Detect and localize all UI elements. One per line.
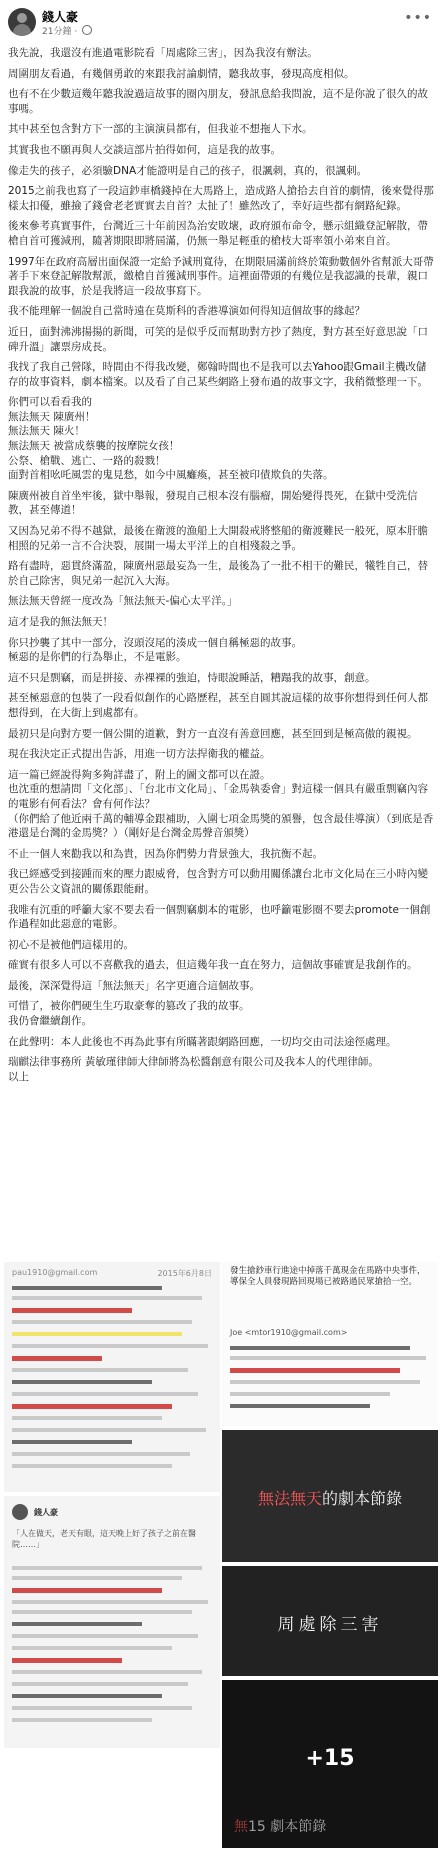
document-screenshot-1[interactable] [4, 1262, 220, 1492]
script-excerpt-card-1[interactable] [222, 1430, 438, 1562]
more-options-icon[interactable]: ••• [404, 10, 432, 26]
doc1-line [12, 1440, 132, 1444]
doc3-line [12, 1646, 172, 1650]
post-media-grid[interactable] [0, 1262, 442, 1856]
doc1-red-line [12, 1356, 102, 1361]
doc1-highlight-line [12, 1332, 182, 1336]
post-paragraph: 我找了我自己營隊，時間由不得我改變，鄭翰時間也不是我可以去Yahoo跟Gmail主機改儲存的故事資料，劇本檔案。以及看了自己某些網路上發布過的故事文字，我稍微整理一下。 [8, 361, 428, 388]
doc2-author: Joe <mtor1910@gmail.com> [230, 1328, 348, 1337]
doc3-red-line [12, 1588, 162, 1593]
document-screenshot-2[interactable] [222, 1262, 438, 1426]
post-paragraph: 周圍朋友看過，有幾個勇敢的來跟我討論劇情，聽我故事，發現高度相似。 [8, 67, 355, 80]
card1-red-text: 無法無天 [257, 1489, 322, 1508]
doc1-red-line [12, 1404, 172, 1409]
post-paragraph: 你只抄襲了其中一部分，沒頭沒尾的湊成一個自稱極惡的故事。 極惡的是你們的行為舉止，不是電影。 [8, 636, 302, 664]
doc3-line [12, 1610, 192, 1614]
post-paragraph: 我先說，我還沒有進過電影院看「周處除三害」，因為我沒有辦法。 [8, 47, 318, 59]
doc1-line [12, 1416, 162, 1420]
doc3-quote: 「人在做天，老天有眼，這天晚上好了孩子之前在醫院……」 [12, 1529, 196, 1549]
document-screenshot-3[interactable] [4, 1496, 220, 1748]
post-paragraph: 又因為兄弟不得不越獄，最後在衛渡的漁船上大開殺戒將整船的衛渡難民一般死，原本肝膽相照的兄弟一言不合決裂，展開一場太平洋上的自相殘殺之爭。 [8, 525, 428, 552]
doc3-avatar [12, 1504, 28, 1520]
doc3-line [12, 1682, 188, 1686]
post-paragraph: 這才是我的無法無天！ [8, 616, 113, 628]
post-paragraph: 其實我也不願再與人交談這部片拍得如何，這是我的故事。 [8, 143, 281, 156]
post-paragraph: 可惜了，被你們硬生生巧取豪奪的篡改了我的故事。 我仍會繼續創作。 [8, 1000, 250, 1028]
doc1-red-line [12, 1308, 132, 1313]
post-paragraph: 我不能理解一個說自己當時遠在莫斯科的香港導演如何得知這個故事的緣起？ [8, 305, 365, 318]
post-paragraph: 最初只是向對方要一個公開的道歉，對方一直沒有善意回應，甚至回到是極高傲的親視。 [8, 727, 418, 740]
doc3-line [12, 1670, 202, 1674]
doc2-line [230, 1404, 370, 1408]
post-content [8, 46, 434, 1250]
post-header [0, 0, 442, 42]
card1-title [222, 1486, 438, 1509]
doc3-author: 錢人豪 [34, 1508, 58, 1517]
post-paragraph: 後來參考真實事件，台灣近三十年前因為治安敗壞，政府頒布命令，懸示組織登記解散，帶槍自首可獲減刑，隨著期限即將屆滿，仍無一舉足輕重的槍枝大哥率領小弟來自首。 [8, 220, 428, 247]
movie-title-card[interactable] [222, 1566, 438, 1676]
post-paragraph: 1997年在政府高層出面保證一定給予減刑寬待，在期限屆滿前終於策動數個外省幫派大哥帶著手下來登記解散幫派，繳槍自首獲減刑事件。這裡面帶頭的有幾位是我認識的長輩，親口跟我說的故事，於是我將這一段故事寫下。 [8, 255, 434, 297]
doc2-line [230, 1356, 426, 1360]
doc1-line [12, 1392, 198, 1396]
doc3-line [12, 1566, 202, 1570]
doc3-line [12, 1634, 198, 1638]
doc1-author: pau1910@gmail.com [12, 1268, 98, 1277]
author-name[interactable]: 錢人豪 [42, 10, 79, 24]
globe-icon [82, 25, 92, 35]
card3-suffix-text: 15 劇本節錄 [248, 1819, 327, 1835]
doc2-line [230, 1392, 390, 1396]
doc3-line [12, 1718, 152, 1722]
doc1-line [12, 1344, 208, 1348]
doc2-line [230, 1346, 410, 1350]
more-photos-count[interactable]: +15 [305, 1746, 355, 1771]
separator-dot: · [74, 27, 78, 37]
post-paragraph: 我已經感受到接踵而來的壓力跟威脅，包含對方可以動用關係讓台北市文化局在三小時內變更公告公文資訊的關係跟能耐。 [8, 868, 428, 895]
post-paragraph: 近日，面對沸沸揚揚的新聞，可笑的是似乎反而幫助對方抄了熱度，對方甚至好意思說「口碑升溫」讓票房成長。 [8, 325, 428, 353]
post-paragraph: 不止一個人來勸我以和為貴，因為你們勢力背景強大，我抗衡不起。 [8, 847, 323, 860]
doc3-line [12, 1600, 208, 1604]
script-excerpt-card-2[interactable] [222, 1680, 438, 1848]
post-paragraph: 瑞麒法律事務所 黃敏瑾律師大律師將為松醬創意有限公司及我本人的代理律師。 以上 [8, 1056, 379, 1083]
post-time[interactable]: 21分鐘 [42, 27, 72, 37]
post-paragraph: 2015之前我也寫了一段這鈔車橋錢掉在大馬路上，造成路人搶拾去自首的劇情，後來覺得那樣太扣優，雖撿了錢會老老實實去自首？太扯了！雖然改了，幸好這些都有網路紀錄。 [8, 185, 434, 212]
avatar-head-shape [17, 13, 27, 23]
post-paragraph: 路有盡時，惡貫終滿盈，陳廣州惡最妄為一生，最後為了一批不相干的難民，犧牲自己，替於自己除害，與兄弟一起沉入大海。 [8, 560, 428, 587]
card2-title: 周處除三害 [277, 1615, 383, 1635]
doc1-line [12, 1380, 152, 1384]
post-paragraph: 這不只是剽竊，而是拼接、赤裸裸的強迫，恃眼說睡話，糟蹋我的故事，創意。 [8, 671, 376, 684]
post-paragraph: 這一篇已經說得夠多夠詳盡了，附上的圖文都可以在證。 也沈重的想請問「文化部」、「台北市文化局」、「金馬執委會」對這樣一個具有嚴重剽竊內容的電影有何看法？會有何作法？ （你們給了他近兩千萬的輔導金跟補助，入圍七項金馬獎的頒譽，包含最佳導演）（到底是香港還是台灣的金馬獎？）（剛好是台灣金馬聲音頒獎） [8, 768, 434, 840]
post-paragraph: 甚至極惡意的包裝了一段看似創作的心路歷程，甚至自圓其說這樣的故事你想得到任何人都想得到，在大街上到處都有。 [8, 692, 428, 719]
post-paragraph: 最後，深深覺得這「無法無天」名字更適合這個故事。 [8, 979, 260, 992]
doc2-red-line [230, 1368, 400, 1373]
post-paragraph: 無法無天曾經一度改為「無法無天-偏心太平洋。」 [8, 595, 238, 608]
card1-white-text: 的劇本節錄 [322, 1489, 403, 1508]
doc1-line [12, 1428, 206, 1432]
post-paragraph: 像走失的孩子，必須驗DNA才能證明是自己的孩子，很諷刺，真的，很諷刺。 [8, 164, 368, 177]
post-paragraph: 陳廣州被自首坐牢後，獄中舉報，發現自己根本沒有腦瘤，開始變得畏死，在獄中受洗信教，甚至傳道！ [8, 489, 418, 517]
doc1-line [12, 1452, 190, 1456]
doc3-red-line [12, 1658, 122, 1663]
doc3-line [12, 1694, 162, 1698]
doc2-banner: 發生搶鈔車行進途中掉落千萬現金在馬路中央事件，導保全人員發現路回現場已被路過民眾搶拾一空。 [230, 1266, 426, 1287]
doc1-line [12, 1320, 192, 1324]
post-paragraph: 你們可以看看我的 無法無天 陳廣州！ 無法無天 陳火！ 無法無天 被當成蔡襲的按摩院女孩！ 公祭、槍戰、逃亡、一路的殺戮！ 面對首相吆吒風雲的鬼見愁，如今中風癱瘓，甚至被印債欺負的失落。 [8, 396, 334, 482]
post-paragraph: 其中甚至包含對方下一部的主演演員都有，但我並不想拖人下水。 [8, 123, 313, 136]
avatar[interactable] [8, 8, 36, 36]
doc3-line [12, 1576, 182, 1580]
doc2-line [230, 1380, 420, 1384]
post-paragraph: 也有不在少數這幾年聽我說過這故事的圈內朋友，發訊息給我問說，這不是你說了很久的故事嗎。 [8, 88, 428, 115]
doc1-line [12, 1368, 188, 1372]
avatar-body-shape [13, 24, 31, 36]
doc1-date: 2015年6月8日 [157, 1269, 212, 1278]
doc3-line [12, 1622, 142, 1626]
post-paragraph: 確實有很多人可以不喜歡我的過去，但這幾年我一直在努力，這個故事確實是我創作的。 [8, 959, 418, 972]
post-paragraph: 在此聲明：本人此後也不再為此事有所瞞著跟網路回應，一切均交由司法途徑處理。 [8, 1035, 397, 1048]
post-paragraph: 我唯有沉重的呼籲大家不要去看一個剽竊劇本的電影，也呼籲電影圈不要去promote一個創作過程如此惡意的電影。 [8, 903, 431, 931]
post-paragraph: 現在我決定正式提出告訴，用進一切方法捍衛我的權益。 [8, 748, 271, 761]
doc1-line [12, 1286, 162, 1290]
doc1-line [12, 1464, 172, 1468]
doc3-line [12, 1706, 192, 1710]
card3-red-text: 無 [234, 1819, 248, 1835]
doc1-line [12, 1296, 202, 1300]
post-meta [42, 24, 92, 37]
post-paragraph: 初心不是被他們這樣用的。 [8, 938, 134, 951]
